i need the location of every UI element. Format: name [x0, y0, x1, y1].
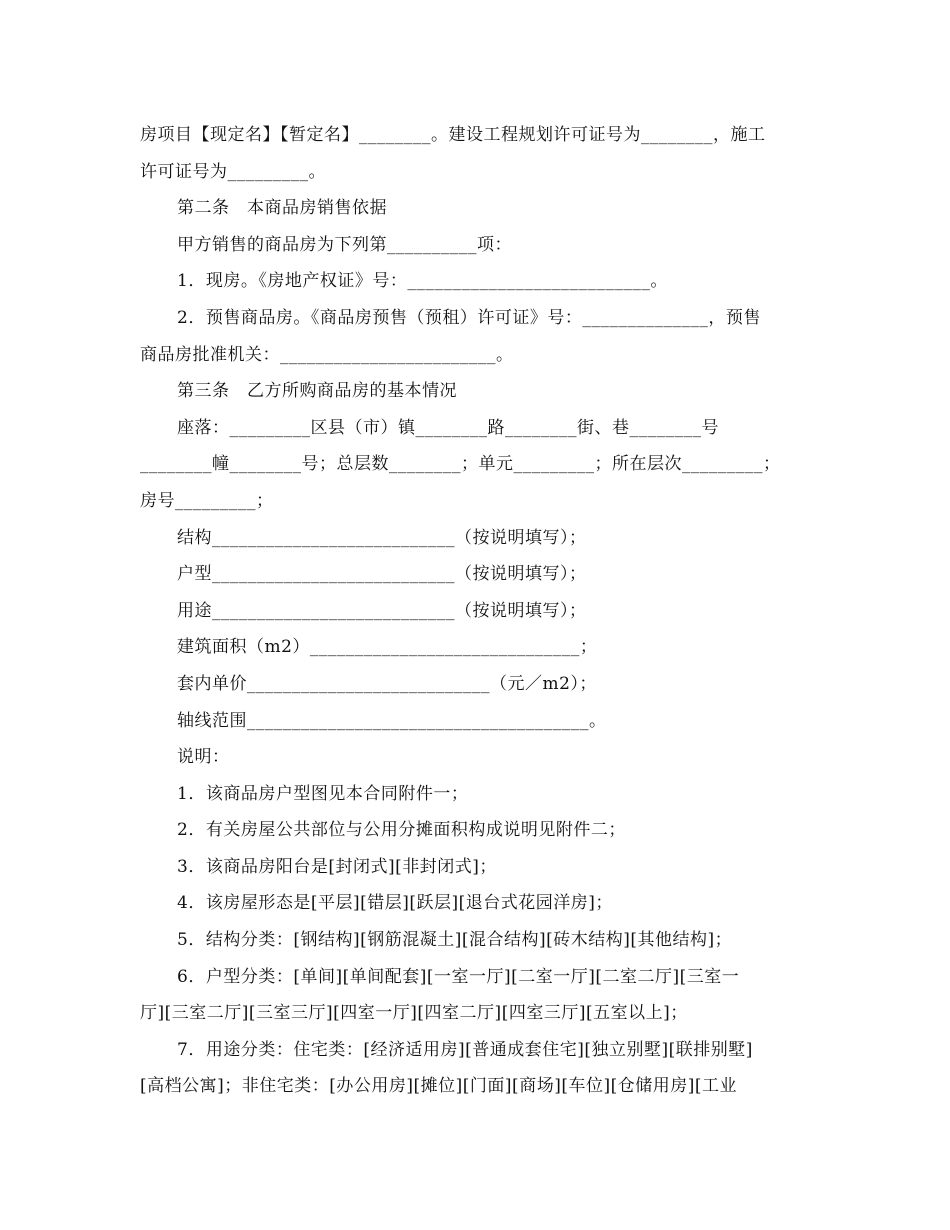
- document-body: [140, 117, 815, 1105]
- section-heading: 第二条 本商品房销售依据: [177, 198, 387, 219]
- note-item: 1．该商品房户型图见本合同附件一；: [177, 783, 469, 804]
- note-item-continuation: 厅][三室二厅][三室三厅][四室一厅][四室二厅][四室三厅][五室以上]；: [140, 1003, 688, 1024]
- text-line: 房号_________；: [140, 490, 274, 511]
- note-item: 5．结构分类：[钢结构][钢筋混凝土][混合结构][砖木结构][其他结构]；: [177, 930, 733, 951]
- text-line: ________幢________号；总层数________；单元_________；所在层次_________；: [140, 454, 781, 475]
- text-line: 户型___________________________（按说明填写）；: [177, 564, 587, 585]
- section-heading: 第三条 乙方所购商品房的基本情况: [177, 381, 457, 402]
- text-line: 商品房批准机关：________________________。: [140, 344, 514, 365]
- text-line: 1．现房。《房地产权证》号：___________________________。: [177, 271, 668, 292]
- text-line: 建筑面积（m2）______________________________；: [177, 637, 598, 658]
- note-item: 4．该房屋形态是[平层][错层][跃层][退台式花园洋房]；: [177, 893, 613, 914]
- note-item: 7．用途分类：住宅类：[经济适用房][普通成套住宅][独立别墅][联排别墅]: [177, 1039, 753, 1060]
- text-line: 座落：_________区县（市）镇________路________街、巷________号: [177, 417, 719, 438]
- text-line: 套内单价___________________________（元／m2）；: [177, 673, 597, 694]
- text-line: 结构___________________________（按说明填写）；: [177, 527, 587, 548]
- notes-heading: 说明：: [177, 747, 230, 768]
- text-line: 甲方销售的商品房为下列第__________项：: [177, 234, 512, 255]
- text-line: 许可证号为_________。: [140, 161, 326, 182]
- text-line: 用途___________________________（按说明填写）；: [177, 600, 587, 621]
- note-item: 2．有关房屋公共部位与公用分摊面积构成说明见附件二；: [177, 820, 626, 841]
- note-item: 3．该商品房阳台是[封闭式][非封闭式]；: [177, 856, 497, 877]
- text-line: 房项目【现定名】【暂定名】________。建设工程规划许可证号为________，施工: [140, 125, 766, 145]
- note-item-continuation: [高档公寓]；非住宅类：[办公用房][摊位][门面][商场][车位][仓储用房][工业: [140, 1076, 737, 1097]
- text-line: 2．预售商品房。《商品房预售（预租）许可证》号：______________，预售: [177, 307, 761, 328]
- note-item: 6．户型分类：[单间][单间配套][一室一厅][二室一厅][二室二厅][三室一: [177, 966, 740, 987]
- text-line: 轴线范围______________________________________。: [177, 710, 607, 731]
